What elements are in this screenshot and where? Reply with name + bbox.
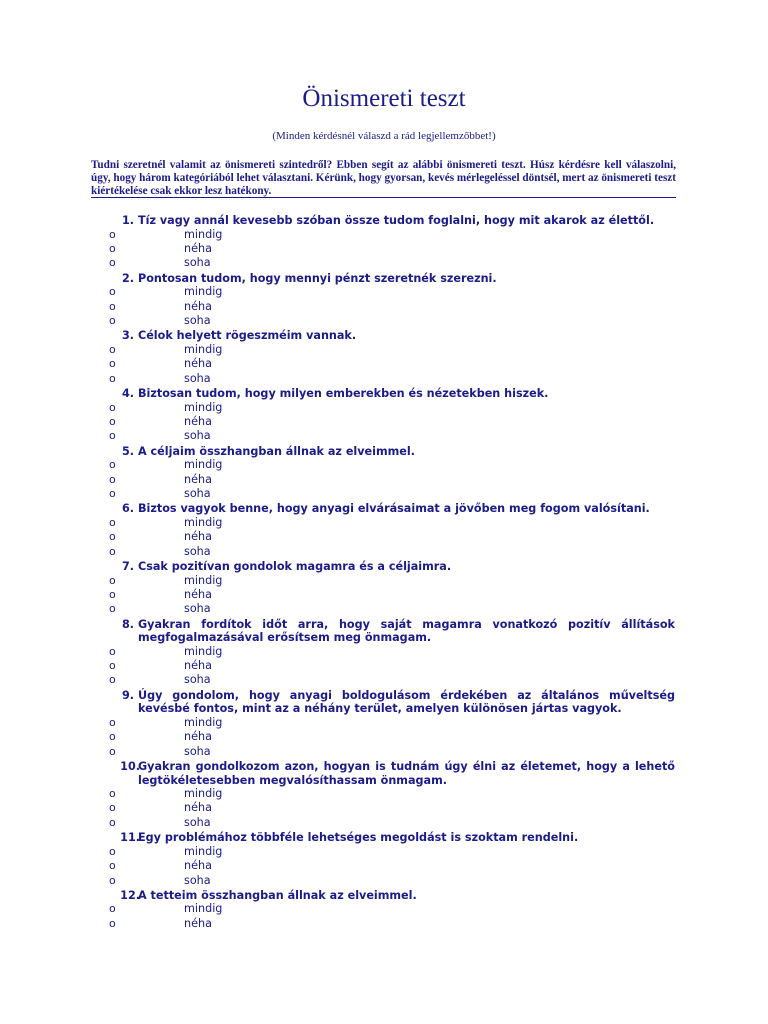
circle-bullet-icon: o (109, 902, 116, 916)
answer-option[interactable] (0, 673, 768, 687)
question-text: Tíz vagy annál kevesebb szóban össze tudom foglalni, hogy mit akarok az élettől. (138, 214, 655, 227)
circle-bullet-icon: o (109, 544, 116, 558)
answer-option[interactable] (0, 816, 768, 830)
answer-option[interactable] (0, 602, 768, 616)
answer-option-label: néha (184, 730, 212, 744)
circle-bullet-icon: o (109, 256, 116, 270)
intro-paragraph: Tudni szeretnél valamit az önismereti szintedről? Ebben segít az alábbi önismereti teszt. Húsz kérdésre kell válaszolni, úgy, hogy három kategóriából lehet választani. Kérünk, hogy gyorsan, kevés mérlegeléssel döntsél, mert az önismereti teszt kiértékelése csak ekkor lesz hatékony. (91, 159, 676, 197)
answer-option[interactable] (0, 716, 768, 730)
circle-bullet-icon: o (109, 715, 116, 729)
circle-bullet-icon: o (109, 644, 116, 658)
answer-option[interactable] (0, 458, 768, 472)
circle-bullet-icon: o (109, 299, 116, 313)
question-text: Csak pozitívan gondolok magamra és a céljaimra. (138, 560, 452, 574)
question-number: 8. (121, 617, 134, 631)
answer-option[interactable] (0, 415, 768, 429)
question-text: A tetteim összhangban állnak az elveimmel. (138, 888, 417, 902)
question-list (0, 213, 768, 931)
question-item (121, 501, 675, 516)
circle-bullet-icon: o (109, 486, 116, 500)
circle-bullet-icon: o (109, 357, 116, 371)
circle-bullet-icon: o (109, 472, 116, 486)
answer-option-label: néha (184, 357, 212, 371)
circle-bullet-icon: o (109, 787, 116, 801)
circle-bullet-icon: o (109, 916, 116, 930)
answer-option[interactable] (0, 902, 768, 916)
circle-bullet-icon: o (109, 602, 116, 616)
question-item (121, 386, 675, 401)
answer-option[interactable] (0, 516, 768, 530)
question-item (120, 830, 675, 845)
question-number: 10. (120, 760, 140, 774)
answer-option[interactable] (0, 372, 768, 386)
circle-bullet-icon: o (109, 285, 116, 299)
circle-bullet-icon: o (109, 342, 116, 356)
answer-option[interactable] (0, 917, 768, 931)
answer-option[interactable] (0, 574, 768, 588)
answer-option[interactable] (0, 530, 768, 544)
question-text: A céljaim összhangban állnak az elveimmel. (138, 444, 415, 458)
question-item (121, 271, 675, 286)
answer-option-label: mindig (184, 515, 223, 529)
question-number: 2. (121, 271, 134, 285)
question-item (121, 213, 675, 228)
answer-option-label: soha (184, 486, 211, 500)
circle-bullet-icon: o (109, 844, 116, 858)
answer-option-label: soha (184, 744, 211, 758)
answer-option[interactable] (0, 787, 768, 801)
question-number: 9. (121, 688, 134, 702)
circle-bullet-icon: o (109, 241, 116, 255)
answer-option-label: mindig (184, 644, 223, 658)
circle-bullet-icon: o (109, 414, 116, 428)
page-title: Önismereti teszt (302, 85, 466, 112)
answer-option-label: néha (184, 587, 212, 601)
circle-bullet-icon: o (109, 313, 116, 327)
question-number: 5. (121, 444, 134, 458)
question-number: 12. (120, 888, 140, 902)
answer-option[interactable] (0, 314, 768, 328)
circle-bullet-icon: o (109, 859, 116, 873)
answer-option[interactable] (0, 659, 768, 673)
answer-option-label: mindig (184, 342, 223, 356)
answer-option-label: néha (184, 472, 212, 486)
question-text: Egy problémához többféle lehetséges megoldást is szoktam rendelni. (138, 831, 579, 845)
question-number: 11. (120, 831, 140, 845)
circle-bullet-icon: o (109, 227, 116, 241)
answer-option-label: soha (184, 673, 211, 687)
circle-bullet-icon: o (109, 515, 116, 529)
answer-option[interactable] (0, 285, 768, 299)
circle-bullet-icon: o (109, 801, 116, 815)
answer-option-label: soha (184, 873, 211, 887)
answer-option-label: soha (184, 815, 211, 829)
question-text: Gyakran gondolkozom azon, hogyan is tudnám úgy élni az életemet, hogy a lehető legtökéletesebben megvalósíthassam önmagam. (138, 760, 675, 787)
answer-option-label: néha (184, 241, 212, 255)
answer-option-label: mindig (184, 573, 223, 587)
answer-option-label: mindig (184, 787, 223, 801)
answer-option-label: mindig (184, 400, 223, 414)
question-number: 6. (121, 502, 134, 516)
answer-option-label: mindig (184, 844, 223, 858)
circle-bullet-icon: o (109, 659, 116, 673)
question-text: Úgy gondolom, hogy anyagi boldogulásom érdekében az általános műveltség kevésbé fontos, mint az a néhány terület, amelyen különösen jártas vagyok. (138, 688, 675, 716)
circle-bullet-icon: o (109, 530, 116, 544)
answer-option-label: soha (184, 256, 211, 270)
circle-bullet-icon: o (109, 573, 116, 587)
answer-option[interactable] (0, 545, 768, 559)
question-text: Biztos vagyok benne, hogy anyagi elvárásaimat a jövőben meg fogom valósítani. (138, 502, 650, 516)
circle-bullet-icon: o (109, 673, 116, 687)
answer-option[interactable] (0, 357, 768, 371)
answer-option[interactable] (0, 343, 768, 357)
circle-bullet-icon: o (109, 400, 116, 414)
answer-option-label: soha (184, 429, 211, 443)
horizontal-rule (91, 197, 676, 198)
question-text: Biztosan tudom, hogy milyen emberekben és nézetekben hiszek. (138, 387, 549, 401)
question-item (121, 328, 675, 343)
question-item (121, 444, 675, 459)
circle-bullet-icon: o (109, 744, 116, 758)
answer-option-label: néha (184, 916, 212, 930)
answer-option-label: mindig (184, 227, 223, 241)
answer-option-label: soha (184, 371, 211, 385)
answer-option[interactable] (0, 473, 768, 487)
question-item (121, 559, 675, 574)
answer-option-label: néha (184, 299, 212, 313)
answer-option[interactable] (0, 730, 768, 744)
answer-option-label: soha (184, 544, 211, 558)
answer-option[interactable] (0, 256, 768, 270)
circle-bullet-icon: o (109, 730, 116, 744)
answer-option[interactable] (0, 801, 768, 815)
question-text: Gyakran fordítok időt arra, hogy saját magamra vonatkozó pozitív állítások megfogalmazásával erősítsem meg önmagam. (138, 617, 675, 645)
question-text: Pontosan tudom, hogy mennyi pénzt szeretnék szerezni. (138, 271, 497, 285)
circle-bullet-icon: o (109, 429, 116, 443)
answer-option[interactable] (0, 242, 768, 256)
question-number: 3. (121, 329, 134, 343)
question-text: Célok helyett rögeszméim vannak. (138, 329, 357, 343)
answer-option[interactable] (0, 487, 768, 501)
answer-option-label: mindig (184, 902, 223, 916)
circle-bullet-icon: o (109, 458, 116, 472)
answer-option[interactable] (0, 429, 768, 443)
answer-option-label: néha (184, 414, 212, 428)
page-subtitle: (Minden kérdésnél válaszd a rád legjellemzőbbet!) (272, 130, 496, 142)
circle-bullet-icon: o (109, 815, 116, 829)
question-number: 1. (121, 214, 134, 227)
answer-option-label: mindig (184, 715, 223, 729)
circle-bullet-icon: o (109, 873, 116, 887)
answer-option[interactable] (0, 845, 768, 859)
answer-option[interactable] (0, 745, 768, 759)
circle-bullet-icon: o (109, 587, 116, 601)
question-item (121, 617, 675, 645)
answer-option[interactable] (0, 588, 768, 602)
answer-option-label: néha (184, 530, 212, 544)
answer-option-label: mindig (184, 285, 223, 299)
answer-option-label: soha (184, 313, 211, 327)
answer-option[interactable] (0, 300, 768, 314)
answer-option[interactable] (0, 859, 768, 873)
question-item (121, 688, 675, 716)
circle-bullet-icon: o (109, 371, 116, 385)
answer-option-label: néha (184, 659, 212, 673)
question-number: 4. (121, 387, 134, 401)
answer-option-label: soha (184, 602, 211, 616)
answer-option[interactable] (0, 874, 768, 888)
question-item (120, 759, 675, 787)
answer-option-label: néha (184, 801, 212, 815)
answer-option[interactable] (0, 401, 768, 415)
answer-option[interactable] (0, 228, 768, 242)
question-item (120, 888, 675, 903)
answer-option-label: mindig (184, 458, 223, 472)
question-number: 7. (121, 560, 134, 574)
answer-option[interactable] (0, 645, 768, 659)
answer-option-label: néha (184, 859, 212, 873)
